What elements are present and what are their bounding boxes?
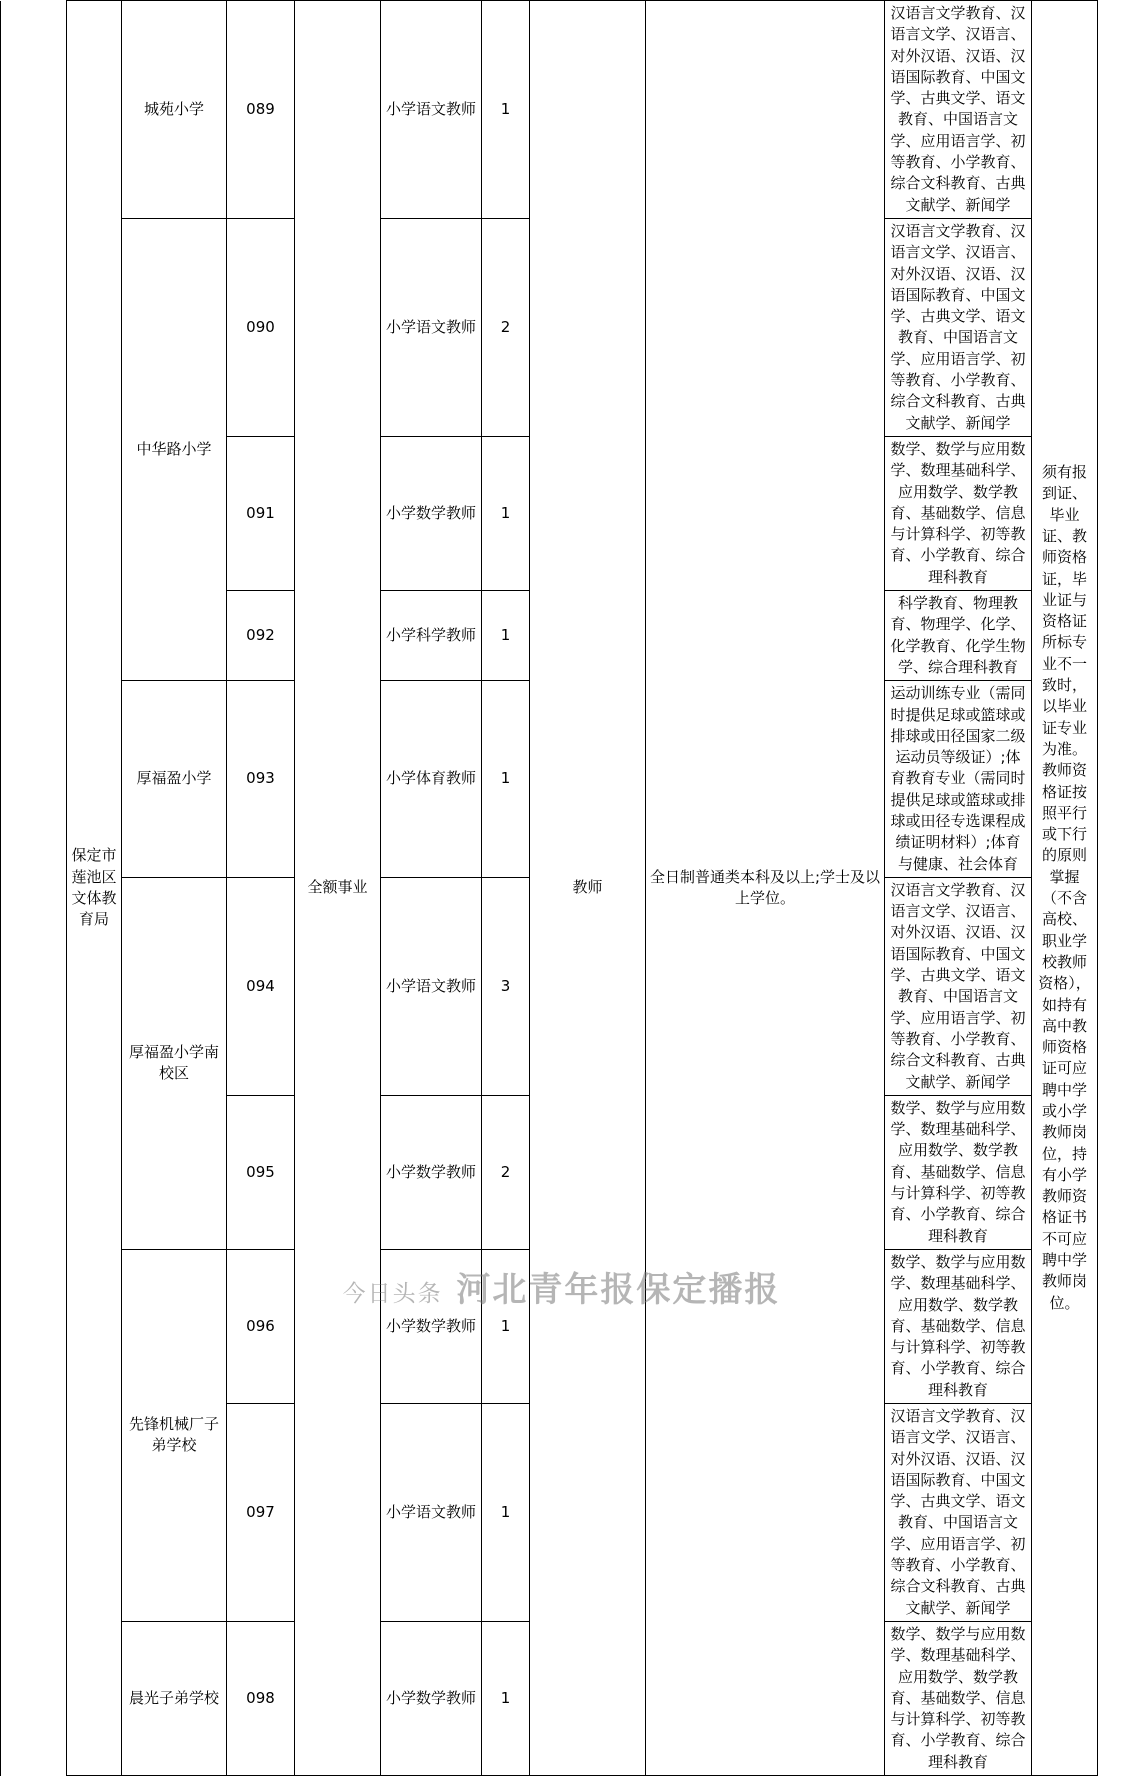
major-cell-094: 汉语言文学教育、汉语言文学、汉语言、对外汉语、汉语、汉语国际教育、中国文学、古典文学、语文教育、中国语言文学、应用语言学、初等教育、小学教育、综合文科教育、古典文献学、新闻学 [885,877,1032,1095]
count-cell-089: 1 [482,1,530,219]
code-cell-098: 098 [227,1621,295,1775]
right-margin-cell [1098,877,1123,1095]
post-cell-092: 小学科学教师 [381,591,482,681]
left-margin-cell [1,1249,67,1403]
right-margin-cell [1098,436,1123,590]
post-cell-091: 小学数学教师 [381,436,482,590]
code-cell-096: 096 [227,1249,295,1403]
major-cell-096: 数学、数学与应用数学、数理基础科学、应用数学、数学教育、基础数学、信息与计算科学、初等教育、小学教育、综合理科教育 [885,1249,1032,1403]
count-cell-098: 1 [482,1621,530,1775]
school-cell-houfuying-south: 厚福盈小学南校区 [122,877,227,1249]
watermark-main: 河北青年报保定播报 [456,1270,780,1310]
left-margin-cell [1,1095,67,1249]
code-cell-095: 095 [227,1095,295,1249]
code-cell-097: 097 [227,1404,295,1622]
other-requirement-cell: 须有报到证、毕业证、教师资格证，毕业证与资格证所标专业不一致时，以毕业证专业为准。教师资格证按照平行或下行的原则掌握（不含高校、职业学校教师资格），如持有高中教师资格证可应聘中学或小学教师岗位，持有小学教师资格证书不可应聘中学教师岗位。 [1032,1,1098,1776]
right-margin-cell [1098,218,1123,436]
count-cell-093: 1 [482,681,530,878]
school-cell-chengyuan: 城苑小学 [122,1,227,219]
code-cell-091: 091 [227,436,295,590]
post-cell-094: 小学语文教师 [381,877,482,1095]
left-margin-cell [1,1621,67,1775]
education-requirement-cell: 全日制普通类本科及以上;学士及以上学位。 [646,1,885,1776]
major-cell-090: 汉语言文学教育、汉语言文学、汉语言、对外汉语、汉语、汉语国际教育、中国文学、古典文学、语文教育、中国语言文学、应用语言学、初等教育、小学教育、综合文科教育、古典文献学、新闻学 [885,218,1032,436]
post-cell-095: 小学数学教师 [381,1095,482,1249]
right-margin-cell [1098,1,1123,219]
left-margin-cell [1,1,67,219]
nature-cell: 全额事业 [295,1,381,1776]
right-margin-cell [1098,1249,1123,1403]
post-cell-089: 小学语文教师 [381,1,482,219]
right-margin-cell [1098,1095,1123,1249]
left-margin-cell [1,591,67,681]
left-margin-cell [1,681,67,878]
post-cell-090: 小学语文教师 [381,218,482,436]
code-cell-094: 094 [227,877,295,1095]
post-cell-098: 小学数学教师 [381,1621,482,1775]
left-margin-cell [1,436,67,590]
right-margin-cell [1098,591,1123,681]
major-cell-091: 数学、数学与应用数学、数理基础科学、应用数学、数学教育、基础数学、信息与计算科学、初等教育、小学教育、综合理科教育 [885,436,1032,590]
department-cell: 保定市莲池区文体教育局 [67,1,122,1776]
count-cell-091: 1 [482,436,530,590]
post-cell-097: 小学语文教师 [381,1404,482,1622]
major-cell-093: 运动训练专业（需同时提供足球或篮球或排球或田径国家二级运动员等级证）;体育教育专业（需同时提供足球或篮球或排球或田径专选课程成绩证明材料）;体育与健康、社会体育 [885,681,1032,878]
post-cell-096: 小学数学教师 [381,1249,482,1403]
major-cell-092: 科学教育、物理教育、物理学、化学、化学教育、化学生物学、综合理科教育 [885,591,1032,681]
major-cell-097: 汉语言文学教育、汉语言文学、汉语言、对外汉语、汉语、汉语国际教育、中国文学、古典文学、语文教育、中国语言文学、应用语言学、初等教育、小学教育、综合文科教育、古典文献学、新闻学 [885,1404,1032,1622]
watermark-prefix: 今日头条 [343,1281,443,1307]
code-cell-090: 090 [227,218,295,436]
right-margin-cell [1098,1621,1123,1775]
left-margin-cell [1,877,67,1095]
left-margin-cell [1,1404,67,1622]
post-cell-093: 小学体育教师 [381,681,482,878]
count-cell-097: 1 [482,1404,530,1622]
code-cell-089: 089 [227,1,295,219]
school-cell-zhonghualu: 中华路小学 [122,218,227,680]
code-cell-093: 093 [227,681,295,878]
school-cell-xianfeng: 先锋机械厂子弟学校 [122,1249,227,1621]
count-cell-090: 2 [482,218,530,436]
count-cell-095: 2 [482,1095,530,1249]
code-cell-092: 092 [227,591,295,681]
count-cell-096: 1 [482,1249,530,1403]
left-margin-cell [1,218,67,436]
major-cell-089: 汉语言文学教育、汉语言文学、汉语言、对外汉语、汉语、汉语国际教育、中国文学、古典文学、语文教育、中国语言文学、应用语言学、初等教育、小学教育、综合文科教育、古典文献学、新闻学 [885,1,1032,219]
count-cell-094: 3 [482,877,530,1095]
post-type-cell: 教师 [530,1,646,1776]
major-cell-095: 数学、数学与应用数学、数理基础科学、应用数学、数学教育、基础数学、信息与计算科学、初等教育、小学教育、综合理科教育 [885,1095,1032,1249]
right-margin-cell [1098,1404,1123,1622]
right-margin-cell [1098,681,1123,878]
school-cell-chenguang: 晨光子弟学校 [122,1621,227,1775]
school-cell-houfuying: 厚福盈小学 [122,681,227,878]
count-cell-092: 1 [482,591,530,681]
major-cell-098: 数学、数学与应用数学、数理基础科学、应用数学、数学教育、基础数学、信息与计算科学、初等教育、小学教育、综合理科教育 [885,1621,1032,1775]
